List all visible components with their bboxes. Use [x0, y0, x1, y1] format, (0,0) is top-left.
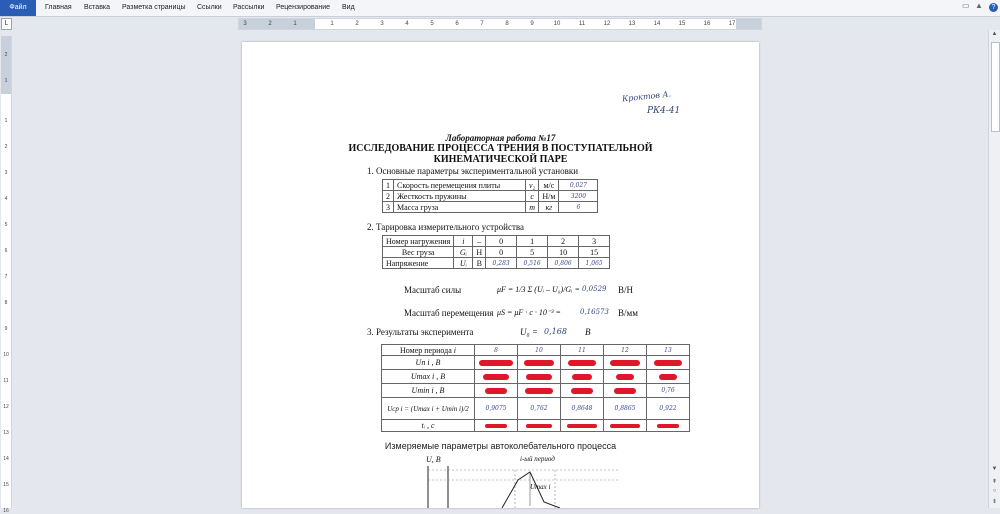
force-scale-unit: В/Н: [618, 285, 634, 295]
ruler-number: 6: [4, 248, 8, 254]
table-row: [382, 370, 690, 384]
graph-period-label: i-ый период: [520, 455, 555, 463]
ruler-number: 8: [4, 300, 8, 306]
ruler-number: 6: [455, 21, 459, 27]
tab-page-layout[interactable]: Разметка страницы: [122, 4, 186, 11]
browse-object-icon[interactable]: ○: [992, 488, 997, 494]
restore-ribbon-icon[interactable]: ▭: [962, 1, 970, 10]
table-cell: 2: [383, 191, 394, 202]
table-row: [383, 180, 598, 191]
ruler-number: 3: [4, 170, 8, 176]
ruler-number: 7: [4, 274, 8, 280]
redacted-value: [475, 370, 518, 384]
redacted-value: [647, 420, 690, 432]
params-table: [382, 179, 598, 213]
u0-unit: В: [585, 327, 591, 337]
redacted-value: [647, 356, 690, 370]
horizontal-ruler[interactable]: [238, 18, 762, 30]
table-row: [383, 191, 598, 202]
results-table: [381, 344, 690, 432]
handwritten-value: 0,516: [517, 258, 548, 269]
redacted-value: [561, 384, 604, 398]
scroll-down-icon[interactable]: ▼: [991, 466, 998, 472]
ruler-number: 12: [603, 21, 611, 27]
redacted-value: [518, 384, 561, 398]
ruler-number: 3: [380, 21, 384, 27]
redacted-value: [518, 356, 561, 370]
redacted-value: [604, 356, 647, 370]
handwritten-value: 0,9075: [475, 398, 518, 420]
ruler-number: 14: [3, 456, 9, 462]
tab-review[interactable]: Рецензирование: [276, 4, 331, 11]
table-cell: c: [526, 191, 539, 202]
table-cell: кг: [539, 202, 559, 213]
force-scale-label: Масштаб силы: [404, 285, 462, 295]
table-cell: 2: [548, 236, 579, 247]
tab-insert[interactable]: Вставка: [84, 4, 111, 11]
ruler-number: 4: [4, 196, 8, 202]
handwritten-value: 6: [559, 202, 598, 213]
table-row: [383, 247, 610, 258]
handwritten-name: Кроктов А.: [621, 89, 672, 104]
table-cell: Uп i , В: [382, 356, 475, 370]
handwritten-value: 1,065: [579, 258, 610, 269]
redacted-value: [647, 370, 690, 384]
handwritten-value: 0,762: [518, 398, 561, 420]
tab-home[interactable]: Главная: [45, 4, 72, 11]
ruler-number: 4: [405, 21, 409, 27]
ruler-number: 15: [3, 482, 9, 488]
scroll-thumb[interactable]: [991, 42, 1000, 132]
document-page[interactable]: [242, 42, 759, 508]
ruler-number: 8: [505, 21, 509, 27]
table-row: [382, 356, 690, 370]
table-cell: 5: [517, 247, 548, 258]
displacement-scale-value: 0,16573: [580, 308, 609, 316]
vertical-ruler[interactable]: [1, 36, 12, 514]
section-1-heading: 1. Основные параметры экспериментальной установки: [367, 166, 579, 176]
scroll-up-icon[interactable]: ▲: [991, 31, 998, 37]
table-cell: Н/м: [539, 191, 559, 202]
table-cell: m: [526, 202, 539, 213]
ruler-number: 2: [4, 144, 8, 150]
table-row: [382, 420, 690, 432]
redacted-value: [518, 420, 561, 432]
redacted-value: [604, 370, 647, 384]
redacted-value: [604, 420, 647, 432]
displacement-scale-label: Масштаб перемещения: [404, 308, 494, 318]
displacement-scale-formula: μS = μF · c · 10⁻³ =: [497, 308, 561, 317]
ribbon-tab-bar: [0, 0, 1000, 17]
table-cell: 10: [548, 247, 579, 258]
u0-value: 0,168: [544, 327, 567, 336]
tab-file[interactable]: Файл: [0, 0, 36, 16]
tab-view[interactable]: Вид: [342, 4, 355, 11]
table-row: [383, 202, 598, 213]
graph-umax-label: Umax i: [530, 483, 551, 491]
redacted-value: [475, 420, 518, 432]
ruler-number: 13: [3, 430, 9, 436]
tab-mailings[interactable]: Рассылки: [233, 4, 265, 11]
ruler-number: 9: [530, 21, 534, 27]
table-cell: Uᵢ: [454, 258, 473, 269]
next-page-icon[interactable]: ⇟: [991, 499, 998, 505]
table-cell: 0: [486, 236, 517, 247]
ruler-number: 1: [330, 21, 334, 27]
ruler-number: 2: [4, 52, 8, 58]
section-3-heading: 3. Результаты эксперимента: [367, 327, 474, 337]
ruler-number: 1: [4, 78, 8, 84]
minimize-ribbon-icon[interactable]: ▲: [975, 1, 983, 10]
table-cell: i: [454, 236, 473, 247]
ruler-number: 16: [703, 21, 711, 27]
tab-stop-selector[interactable]: L: [1, 18, 12, 30]
tab-references[interactable]: Ссылки: [197, 4, 222, 11]
period-symbol: i: [453, 345, 456, 355]
table-cell: 15: [579, 247, 610, 258]
redacted-value: [475, 384, 518, 398]
ruler-number: 1: [4, 118, 8, 124]
ruler-number: 5: [430, 21, 434, 27]
handwritten-value: 0,283: [486, 258, 517, 269]
table-cell: 3: [383, 202, 394, 213]
table-row: [383, 236, 610, 247]
table-cell: tᵢ , с: [382, 420, 475, 432]
table-row: [382, 345, 690, 356]
handwritten-value: 13: [647, 345, 690, 356]
ruler-number: 2: [355, 21, 359, 27]
ruler-number: 12: [3, 404, 9, 410]
calibration-table: [382, 235, 610, 269]
ruler-number: 9: [4, 326, 8, 332]
graph-y-label: U, В: [426, 455, 441, 464]
ruler-number: 16: [3, 508, 9, 514]
redacted-value: [518, 370, 561, 384]
handwritten-group: РК4-41: [647, 106, 681, 116]
ruler-number: 13: [628, 21, 636, 27]
measured-params-title: Измеряемые параметры автоколебательного процесса: [384, 441, 617, 451]
table-cell: Напряжение: [383, 258, 454, 269]
redacted-value: [604, 384, 647, 398]
table-cell: 1: [517, 236, 548, 247]
prev-page-icon[interactable]: ⇞: [991, 479, 998, 485]
period-label: Номер периода: [400, 345, 452, 355]
table-cell: Umin i , В: [382, 384, 475, 398]
table-cell: Gᵢ: [454, 247, 473, 258]
table-row: [382, 398, 690, 420]
table-cell: 0: [486, 247, 517, 258]
table-cell: v₂: [526, 180, 539, 191]
redacted-value: [475, 356, 518, 370]
ruler-number: 11: [578, 21, 586, 27]
handwritten-value: 0,8865: [604, 398, 647, 420]
ruler-number: 3: [243, 21, 247, 27]
ruler-number: 7: [480, 21, 484, 27]
ruler-number: 2: [268, 21, 272, 27]
handwritten-value: 3200: [559, 191, 598, 202]
ruler-number: 17: [728, 21, 736, 27]
main-title-line2: КИНЕМАТИЧЕСКОЙ ПАРЕ: [433, 154, 568, 165]
table-cell: –: [473, 236, 486, 247]
table-cell: 1: [383, 180, 394, 191]
main-title-line1: ИССЛЕДОВАНИЕ ПРОЦЕССА ТРЕНИЯ В ПОСТУПАТЕЛЬНОЙ: [348, 143, 653, 154]
ruler-number: 5: [4, 222, 8, 228]
table-cell: Umax i , В: [382, 370, 475, 384]
displacement-scale-unit: В/мм: [618, 308, 638, 318]
force-scale-value: 0,0529: [582, 285, 607, 293]
table-cell: [382, 345, 475, 356]
handwritten-value: 0,76: [647, 384, 690, 398]
table-cell: 3: [579, 236, 610, 247]
table-cell: В: [473, 258, 486, 269]
table-row: [383, 258, 610, 269]
redacted-value: [561, 420, 604, 432]
table-row: [382, 384, 690, 398]
handwritten-value: 0,027: [559, 180, 598, 191]
handwritten-value: 12: [604, 345, 647, 356]
section-2-heading: 2. Тарировка измерительного устройства: [367, 222, 525, 232]
vertical-scrollbar[interactable]: [988, 30, 1000, 508]
ruler-number: 10: [553, 21, 561, 27]
ruler-number: 11: [3, 378, 9, 384]
table-cell: м/с: [539, 180, 559, 191]
handwritten-value: 0,806: [548, 258, 579, 269]
help-icon[interactable]: ?: [989, 3, 998, 12]
handwritten-value: 8: [475, 345, 518, 356]
ruler-number: 14: [653, 21, 661, 27]
ruler-number: 1: [293, 21, 297, 27]
handwritten-value: 0,922: [647, 398, 690, 420]
handwritten-value: 0,8648: [561, 398, 604, 420]
table-cell: Жесткость пружины: [394, 191, 526, 202]
u0-label: U₀ =: [520, 327, 538, 337]
table-cell: Н: [473, 247, 486, 258]
lab-title: Лабораторная работа №17: [445, 133, 556, 143]
force-scale-formula: μF = 1/3 Σ (Uᵢ – U₀)/Gᵢ =: [497, 285, 580, 294]
handwritten-value: 10: [518, 345, 561, 356]
table-cell: Масса груза: [394, 202, 526, 213]
ruler-number: 15: [678, 21, 686, 27]
handwritten-value: 11: [561, 345, 604, 356]
ruler-number: 10: [3, 352, 9, 358]
table-cell: Номер нагружения: [383, 236, 454, 247]
redacted-value: [561, 370, 604, 384]
redacted-value: [561, 356, 604, 370]
table-cell: Скорость перемещения плиты: [394, 180, 526, 191]
table-cell: Uср i = (Umax i + Umin i)/2: [382, 398, 475, 420]
table-cell: Вес груза: [383, 247, 454, 258]
